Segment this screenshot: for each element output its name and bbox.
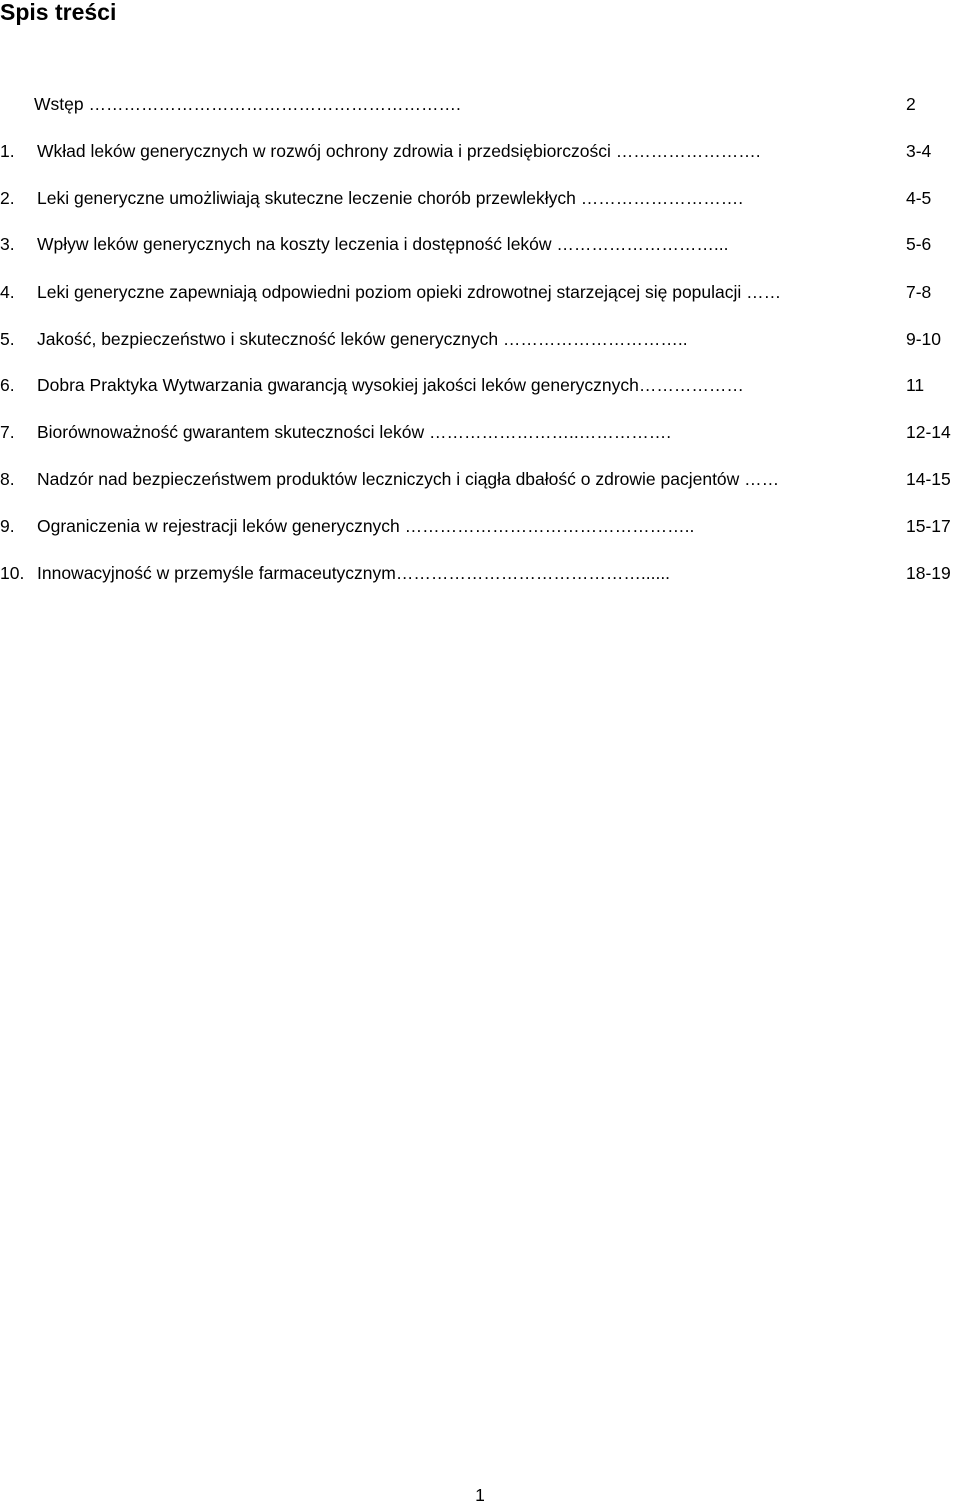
- toc-entry-6: [0, 371, 960, 399]
- toc-entry-pages: 11: [906, 375, 925, 395]
- toc-entry-number: 1.: [0, 141, 15, 161]
- toc-entry-pages: 18-19: [906, 563, 951, 583]
- toc-entry-3: [0, 230, 960, 258]
- toc-entry-number: 3.: [0, 234, 15, 254]
- toc-entry-1: [0, 137, 960, 165]
- toc-entry-pages: 12-14: [906, 422, 951, 442]
- toc-entry-2: [0, 184, 960, 212]
- toc-entry-intro: [0, 90, 960, 118]
- toc-entry-number: 5.: [0, 329, 15, 349]
- toc-entry-number: 9.: [0, 516, 15, 536]
- toc-entry-title: Nadzór nad bezpieczeństwem produktów leczniczych i ciągła dbałość o zdrowie pacjentów ……: [37, 469, 780, 489]
- toc-entry-4: [0, 278, 960, 306]
- toc-entry-pages: 3-4: [906, 141, 932, 161]
- toc-entry-10: [0, 559, 960, 587]
- toc-entry-pages: 14-15: [906, 469, 951, 489]
- toc-entry-title: Wstęp ……………………………………………………….: [34, 94, 461, 114]
- toc-entry-title: Ograniczenia w rejestracji leków generycznych …………………………………………..: [37, 516, 695, 536]
- toc-entry-7: [0, 418, 960, 446]
- toc-entry-title: Wkład leków generycznych w rozwój ochrony zdrowia i przedsiębiorczości …………………….: [37, 141, 761, 161]
- page-title: Spis treści: [0, 0, 117, 25]
- toc-entry-number: 10.: [0, 563, 25, 583]
- toc-entry-title: Leki generyczne umożliwiają skuteczne leczenie chorób przewlekłych ……………………….: [37, 188, 744, 208]
- toc-entry-9: [0, 512, 960, 540]
- toc-entry-pages: 9-10: [906, 329, 942, 349]
- toc-entry-pages: 4-5: [906, 188, 932, 208]
- page-number: 1: [475, 1485, 485, 1505]
- toc-entry-pages: 15-17: [906, 516, 951, 536]
- toc-entry-5: [0, 325, 960, 353]
- toc-entry-number: 6.: [0, 375, 15, 395]
- toc-entry-title: Biorównoważność gwarantem skuteczności leków ……………………..…………….: [37, 422, 672, 442]
- toc-entry-pages: 2: [906, 94, 916, 114]
- toc-entry-pages: 7-8: [906, 282, 932, 302]
- toc-entry-title: Jakość, bezpieczeństwo i skuteczność leków generycznych …………………………..: [37, 329, 688, 349]
- toc-entry-number: 8.: [0, 469, 15, 489]
- toc-entry-8: [0, 465, 960, 493]
- toc-entry-pages: 5-6: [906, 234, 932, 254]
- toc-entry-title: Wpływ leków generycznych na koszty leczenia i dostępność leków ………………………...: [37, 234, 729, 254]
- toc-entry-title: Dobra Praktyka Wytwarzania gwarancją wysokiej jakości leków generycznych………………: [37, 375, 744, 395]
- toc-entry-number: 7.: [0, 422, 15, 442]
- toc-entry-number: 4.: [0, 282, 15, 302]
- toc-entry-title: Leki generyczne zapewniają odpowiedni poziom opieki zdrowotnej starzejącej się populacji ……: [37, 282, 782, 302]
- toc-entry-number: 2.: [0, 188, 15, 208]
- toc-entry-title: Innowacyjność w przemyśle farmaceutycznym……………………………………......: [37, 563, 671, 583]
